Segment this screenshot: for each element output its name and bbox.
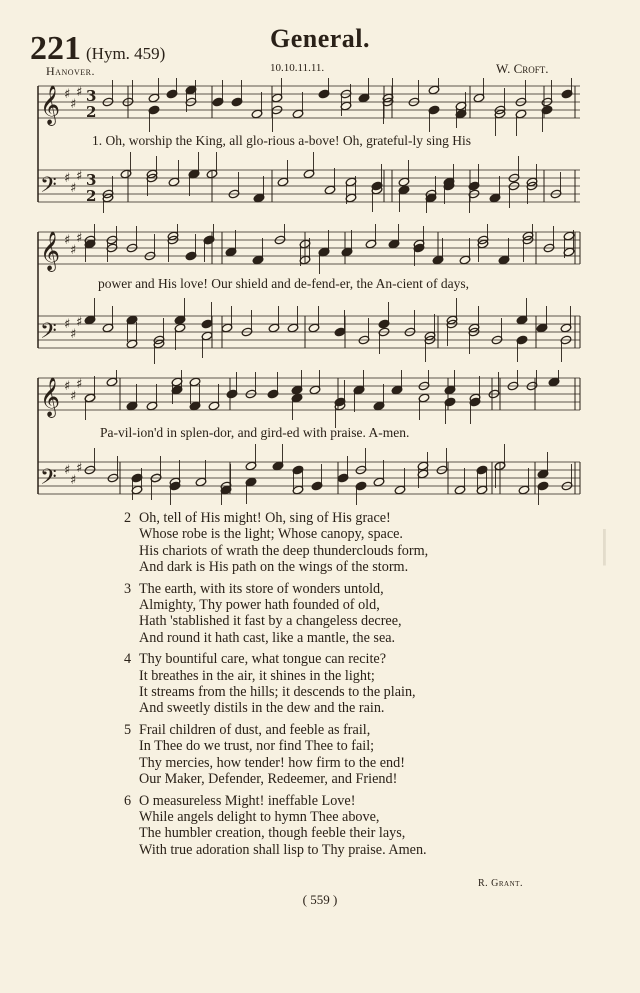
verse-text: Oh, tell of His might! Oh, sing of His grace! bbox=[139, 510, 391, 526]
time-signature-top: 3 bbox=[86, 171, 97, 189]
verse-text: Frail children of dust, and feeble as frail, bbox=[139, 721, 371, 738]
sharp-icon: ♯ bbox=[76, 461, 83, 476]
verse-line bbox=[124, 793, 428, 809]
bass-clef-icon: 𝄢 bbox=[40, 173, 57, 203]
treble-clef-icon: 𝄞 bbox=[40, 85, 61, 125]
faint-bleed-through: | bbox=[600, 521, 609, 566]
verse-line bbox=[124, 842, 428, 858]
time-signature-bottom: 2 bbox=[86, 103, 97, 121]
verse-line bbox=[124, 651, 428, 667]
sharp-icon: ♯ bbox=[64, 317, 71, 332]
verse-3 bbox=[124, 581, 428, 647]
verse-5 bbox=[124, 722, 428, 788]
verse-line bbox=[124, 722, 428, 738]
verse-line bbox=[124, 809, 428, 825]
verse-line bbox=[124, 543, 428, 559]
verse-text: Our Maker, Defender, Redeemer, and Friend! bbox=[139, 771, 398, 788]
sharp-icon: ♯ bbox=[76, 231, 83, 246]
time-signature-top: 3 bbox=[86, 87, 97, 105]
verse-text: While angels delight to hymn Thee above, bbox=[139, 808, 380, 825]
verse-text: O measureless Might! ineffable Love! bbox=[139, 792, 356, 809]
sharp-icon: ♯ bbox=[70, 389, 77, 404]
author: R. Grant. bbox=[478, 878, 523, 889]
verse-line bbox=[124, 825, 428, 841]
treble-clef-icon: 𝄞 bbox=[40, 231, 61, 271]
verse-text: It breathes in the air, it shines in the light; bbox=[139, 667, 375, 684]
verse-number: 3 bbox=[124, 580, 132, 597]
sharp-icon: ♯ bbox=[70, 181, 77, 196]
verse-number: 6 bbox=[124, 792, 132, 809]
verse-line bbox=[124, 613, 428, 629]
sharp-icon: ♯ bbox=[64, 171, 71, 186]
verse-text: And round it hath cast, like a mantle, the sea. bbox=[139, 629, 396, 646]
lyrics-line-1: 1. Oh, worship the King, all glo-rious a-bove! Oh, grateful-ly sing His bbox=[92, 133, 472, 148]
verse-text: The humbler creation, though feeble their lays, bbox=[139, 825, 406, 842]
verse-4 bbox=[124, 651, 428, 717]
sharp-icon: ♯ bbox=[76, 85, 83, 100]
bass-clef-icon: 𝄢 bbox=[40, 465, 57, 495]
sharp-icon: ♯ bbox=[70, 97, 77, 112]
verse-text: Thy bountiful care, what tongue can recite? bbox=[139, 651, 386, 668]
verse-line bbox=[124, 771, 428, 787]
sharp-icon: ♯ bbox=[64, 87, 71, 102]
sharp-icon: ♯ bbox=[64, 379, 71, 394]
verse-line bbox=[124, 630, 428, 646]
time-signature-bottom: 2 bbox=[86, 187, 97, 205]
verse-text: The earth, with its store of wonders untold, bbox=[139, 580, 384, 597]
verse-line bbox=[124, 559, 428, 575]
hymn-number: 221 bbox=[30, 30, 81, 67]
verse-line bbox=[124, 581, 428, 597]
verse-line bbox=[124, 668, 428, 684]
sharp-icon: ♯ bbox=[70, 473, 77, 488]
verse-line bbox=[124, 526, 428, 542]
lyrics-line-2: power and His love! Our shield and de-fend-er, the An-cient of days, bbox=[98, 276, 469, 291]
verse-text: His chariots of wrath the deep thunderclouds form, bbox=[139, 542, 429, 559]
composer: W. Croft. bbox=[496, 61, 549, 76]
verse-line bbox=[124, 738, 428, 754]
music-system-2 bbox=[0, 224, 640, 364]
bass-clef-icon: 𝄢 bbox=[40, 319, 57, 349]
verse-line bbox=[124, 597, 428, 613]
sharp-icon: ♯ bbox=[64, 233, 71, 248]
verse-text: In Thee do we trust, nor find Thee to fail; bbox=[139, 738, 375, 755]
verse-text: And dark is His path on the wings of the storm. bbox=[139, 559, 409, 576]
verse-line bbox=[124, 684, 428, 700]
verse-line bbox=[124, 755, 428, 771]
meter: 10.10.11.11. bbox=[270, 62, 325, 74]
sharp-icon: ♯ bbox=[64, 463, 71, 478]
verse-line bbox=[124, 700, 428, 716]
sharp-icon: ♯ bbox=[76, 315, 83, 330]
verse-text: Whose robe is the light; Whose canopy, space. bbox=[139, 526, 403, 543]
lyrics-line-3: Pa-vil-ion'd in splen-dor, and gird-ed with praise. A-men. bbox=[100, 425, 410, 440]
verse-number: 4 bbox=[124, 651, 132, 668]
hymn-reference: (Hym. 459) bbox=[86, 44, 166, 63]
section-title: General. bbox=[269, 24, 371, 53]
verse-number: 5 bbox=[124, 721, 132, 738]
verse-text: With true adoration shall lisp to Thy praise. Amen. bbox=[139, 841, 427, 858]
verse-text: Almighty, Thy power hath founded of old, bbox=[139, 597, 380, 614]
verse-text: Hath 'stablished it fast by a changeless decree, bbox=[139, 613, 402, 630]
treble-clef-icon: 𝄞 bbox=[40, 377, 61, 417]
verse-2 bbox=[124, 510, 428, 576]
verse-text: Thy mercies, how tender! how firm to the end! bbox=[139, 754, 405, 771]
verse-text: And sweetly distils in the dew and the rain. bbox=[139, 700, 385, 717]
verse-6 bbox=[124, 793, 428, 859]
verse-text: It streams from the hills; it descends to the plain, bbox=[139, 684, 416, 701]
sharp-icon: ♯ bbox=[70, 327, 77, 342]
verse-line bbox=[124, 510, 428, 526]
page-number: ( 559 ) bbox=[302, 892, 338, 907]
verse-number: 2 bbox=[124, 510, 132, 526]
sharp-icon: ♯ bbox=[70, 243, 77, 258]
sharp-icon: ♯ bbox=[76, 377, 83, 392]
tune-name: Hanover. bbox=[46, 64, 95, 78]
sharp-icon: ♯ bbox=[76, 169, 83, 184]
verses-block bbox=[124, 510, 428, 863]
